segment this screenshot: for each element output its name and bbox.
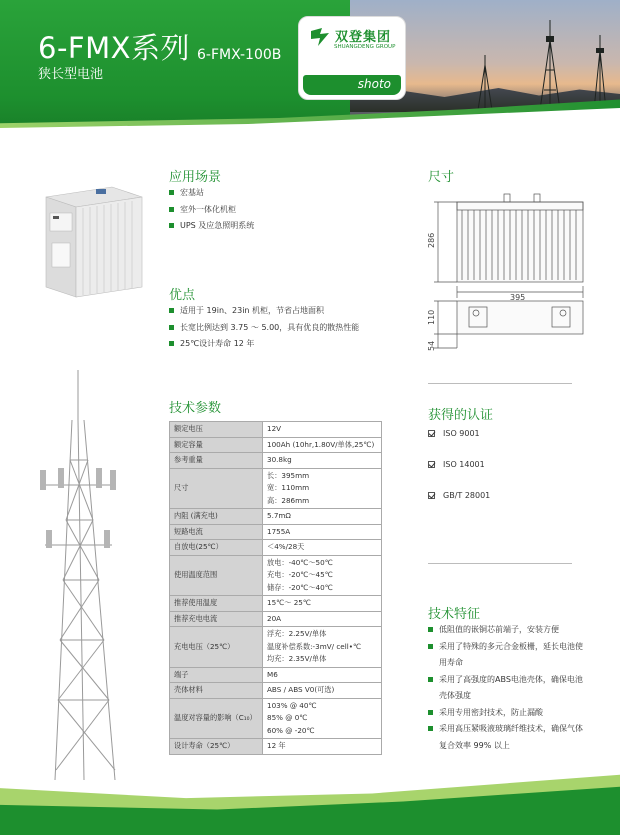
specs-key-cell: 使用温度范围 xyxy=(170,555,263,596)
specs-value-cell xyxy=(263,611,382,627)
specs-key-cell: 推荐充电电流 xyxy=(170,611,263,627)
specs-value-line: 高：286mm xyxy=(267,495,310,505)
certification-item: GB/T 28001 xyxy=(428,491,490,500)
specs-value-line: ABS / ABS V0(可选) xyxy=(267,685,335,694)
specs-key-cell: 壳体材料 xyxy=(170,683,263,699)
bullet-square-icon xyxy=(169,308,174,313)
header-banner xyxy=(0,0,620,140)
feature-item: 采用了特殊的多元合金板栅，延长电池使用寿命 xyxy=(428,639,588,672)
specs-key-cell: 额定容量 xyxy=(170,437,263,453)
divider-line xyxy=(428,383,572,384)
specs-row xyxy=(170,524,382,540)
specs-value-cell xyxy=(263,627,382,668)
specs-value-cell xyxy=(263,739,382,755)
specs-key-cell: 充电电压（25℃） xyxy=(170,627,263,668)
bullet-square-icon xyxy=(428,726,433,731)
specs-key-cell: 参考重量 xyxy=(170,453,263,469)
specs-value-cell xyxy=(263,422,382,438)
specs-key-cell: 推荐使用温度 xyxy=(170,596,263,612)
specs-key-cell: 端子 xyxy=(170,667,263,683)
specs-row xyxy=(170,627,382,668)
specs-value-line: 85% @ 0℃ xyxy=(267,713,308,722)
specs-value-cell xyxy=(263,540,382,556)
specs-value-line: 浮充：2.25V/单体 xyxy=(267,629,327,638)
bullet-square-icon xyxy=(169,223,174,228)
specs-value-line: 5.7mΩ xyxy=(267,511,291,520)
specs-value-line: M6 xyxy=(267,669,278,679)
specs-row xyxy=(170,453,382,469)
advantage-item: 长宽比例达到 3.75 ～ 5.00，具有优良的散热性能 xyxy=(169,320,359,337)
specs-row xyxy=(170,422,382,438)
advantage-item: 25℃设计寿命 12 年 xyxy=(169,336,359,353)
specs-row xyxy=(170,683,382,699)
specs-key-cell: 尺寸 xyxy=(170,468,263,509)
checkbox-checked-icon xyxy=(428,430,435,437)
specs-key-cell: 温度对容量的影响（C₁₀） xyxy=(170,698,263,739)
dimension-drawing xyxy=(424,188,594,358)
series-subtitle: 狭长型电池 xyxy=(38,67,104,82)
specs-table xyxy=(169,421,382,755)
specs-value-line: 12V xyxy=(267,424,282,433)
specs-row xyxy=(170,509,382,525)
specs-value-line: 宽：110mm xyxy=(267,483,310,492)
bullet-square-icon xyxy=(428,627,433,632)
shuangdeng-logo-icon xyxy=(308,25,332,49)
model-number: 6-FMX-100B xyxy=(197,47,282,63)
series-title: 6-FMX系列 xyxy=(38,31,190,65)
specs-value-cell xyxy=(263,698,382,739)
specs-value-line: 15℃～ 25℃ xyxy=(267,598,311,607)
specs-key-cell: 额定电压 xyxy=(170,422,263,438)
specs-value-line: ＜4%/28天 xyxy=(267,542,305,551)
specs-row xyxy=(170,437,382,453)
specs-value-line: 100Ah (10hr,1.80V/单体,25℃) xyxy=(267,439,375,449)
specs-value-line: 30.8kg xyxy=(267,455,292,464)
features-title: 技术特征 xyxy=(428,607,481,622)
specs-value-cell xyxy=(263,555,382,596)
footer-wave xyxy=(0,768,620,835)
specs-row xyxy=(170,698,382,739)
specs-row xyxy=(170,555,382,596)
feature-item: 采用高压紧吸液玻璃纤维技术，确保气体复合效率 99% 以上 xyxy=(428,721,588,754)
logo-english-name: SHUANGDENG GROUP xyxy=(334,44,396,50)
advantages-list xyxy=(169,303,359,353)
specs-value-line: 充电：-20℃～45℃ xyxy=(267,570,333,579)
dimension-terminal-label: 54 xyxy=(427,340,436,351)
specs-value-line: 储存：-20℃～40℃ xyxy=(267,582,333,592)
specs-row xyxy=(170,468,382,509)
specs-value-cell xyxy=(263,524,382,540)
specs-row xyxy=(170,540,382,556)
specs-key-cell: 短路电流 xyxy=(170,524,263,540)
specs-value-cell xyxy=(263,509,382,525)
dimension-height-label: 286 xyxy=(427,232,436,248)
specs-value-line: 放电：-40℃～50℃ xyxy=(267,557,333,567)
specs-value-cell xyxy=(263,596,382,612)
specs-row xyxy=(170,739,382,755)
specs-value-cell xyxy=(263,437,382,453)
specs-value-cell xyxy=(263,453,382,469)
divider-line xyxy=(428,563,572,564)
specs-value-cell xyxy=(263,683,382,699)
bullet-square-icon xyxy=(169,190,174,195)
feature-item: 采用了高强度的ABS电池壳体，确保电池壳体强度 xyxy=(428,672,588,705)
company-logo xyxy=(298,16,406,100)
bullet-square-icon xyxy=(169,341,174,346)
advantage-item: 适用于 19in、23in 机柜，节省占地面积 xyxy=(169,303,359,320)
certifications-title: 获得的认证 xyxy=(428,408,494,423)
bullet-square-icon xyxy=(169,325,174,330)
dimension-length-label: 395 xyxy=(510,293,526,302)
dimension-width-label: 110 xyxy=(427,309,436,325)
certification-item: ISO 14001 xyxy=(428,460,485,469)
certification-item: ISO 9001 xyxy=(428,429,480,438)
specs-value-cell xyxy=(263,667,382,683)
specs-value-line: 60% @ -20℃ xyxy=(267,725,315,735)
feature-item: 低阻值的嵌铜芯前端子，安装方便 xyxy=(428,622,588,639)
advantages-title: 优点 xyxy=(169,288,196,303)
specs-key-cell: 自放电(25℃） xyxy=(170,540,263,556)
specs-title: 技术参数 xyxy=(169,401,222,416)
application-item: 室外一体化机柜 xyxy=(169,202,254,219)
specs-value-line: 103% @ 40℃ xyxy=(267,700,317,710)
applications-title: 应用场景 xyxy=(169,170,222,185)
dimensions-title: 尺寸 xyxy=(428,170,455,185)
logo-brand: shoto xyxy=(357,77,391,91)
logo-brand-bar xyxy=(303,75,401,95)
application-item: 宏基站 xyxy=(169,185,254,202)
telecom-tower-image xyxy=(0,360,160,780)
specs-row xyxy=(170,611,382,627)
specs-value-line: 长：395mm xyxy=(267,470,310,480)
specs-value-line: 20A xyxy=(267,613,282,623)
specs-value-line: 1755A xyxy=(267,526,291,536)
specs-value-cell xyxy=(263,468,382,509)
bullet-square-icon xyxy=(428,644,433,649)
specs-value-line: 均充：2.35V/单体 xyxy=(267,654,327,663)
bullet-square-icon xyxy=(428,677,433,682)
feature-item: 采用专用密封技术，防止漏酸 xyxy=(428,705,588,722)
features-list xyxy=(428,622,588,754)
specs-value-line: 12 年 xyxy=(267,741,286,750)
specs-key-cell: 设计寿命（25℃） xyxy=(170,739,263,755)
specs-row xyxy=(170,667,382,683)
bullet-square-icon xyxy=(169,207,174,212)
bullet-square-icon xyxy=(428,710,433,715)
checkbox-checked-icon xyxy=(428,492,435,499)
specs-row xyxy=(170,596,382,612)
specs-key-cell: 内阻 (满充电) xyxy=(170,509,263,525)
checkbox-checked-icon xyxy=(428,461,435,468)
battery-product-image xyxy=(38,183,148,300)
application-item: UPS 及应急照明系统 xyxy=(169,218,254,235)
applications-list xyxy=(169,185,254,235)
logo-chinese-name: 双登集团 xyxy=(335,30,392,45)
specs-value-line: 温度补偿系数:-3mV/ cell•℃ xyxy=(267,641,362,651)
